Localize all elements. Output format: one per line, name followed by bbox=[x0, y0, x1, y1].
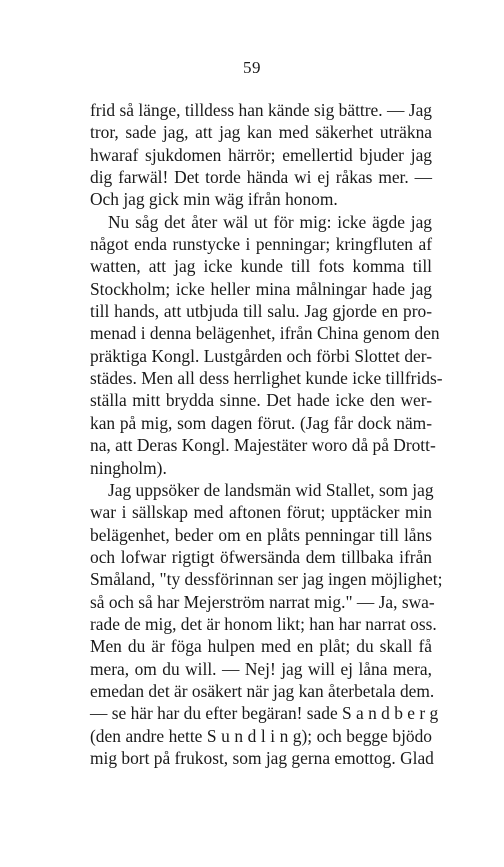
text-line: ställa mitt brydda sinne. Det hade icke den wer- bbox=[90, 390, 432, 411]
paragraph-2 bbox=[90, 211, 443, 479]
text-line: ningholm). bbox=[90, 457, 167, 478]
text-line: hwaraf sjukdomen härrör; emellertid bjuder jag bbox=[90, 144, 432, 165]
text-line: Men du är föga hulpen med en plåt; du skall få bbox=[90, 636, 432, 657]
text-line: dig farwäl! Det torde hända wi ej råkas mer. — bbox=[90, 167, 432, 188]
text-line: Småland, "ty dessförinnan ser jag ingen möjlighet; bbox=[90, 569, 443, 590]
text-line: watten, att jag icke kunde till fots komma till bbox=[90, 256, 432, 277]
text-line: mig bort på frukost, som jag gerna emottog. Glad bbox=[90, 747, 434, 768]
text-line: kan på mig, som dagen förut. (Jag får dock näm- bbox=[90, 412, 432, 433]
text-line: war i sällskap med aftonen förut; upptäcker min bbox=[90, 502, 432, 523]
text-line: rade de mig, det är honom likt; han har narrat oss. bbox=[90, 613, 437, 634]
text-line: Nu såg det åter wäl ut för mig: icke ägde jag bbox=[108, 211, 432, 232]
text-line: tror, sade jag, att jag kan med säkerhet uträkna bbox=[90, 122, 432, 143]
page-number: 59 bbox=[243, 58, 261, 77]
text-line: så och så har Mejerström narrat mig." — Ja, swa- bbox=[90, 591, 435, 612]
text-line: något enda runstycke i penningar; kringfluten af bbox=[90, 234, 432, 255]
text-line: Stockholm; icke heller mina målningar hade jag bbox=[90, 278, 432, 299]
text-line: och lofwar rigtigt öfwersända dem tillbaka ifrån bbox=[90, 546, 432, 567]
text-line: präktiga Kongl. Lustgården och förbi Slottet der- bbox=[90, 345, 432, 366]
text-line: (den andre hette S u n d l i n g); och begge bjödo bbox=[90, 725, 432, 746]
paragraph-1 bbox=[90, 99, 432, 211]
text-line: belägenhet, beder om en plåts penningar till låns bbox=[90, 524, 432, 545]
text-line: menad i denna belägenhet, ifrån China genom den bbox=[90, 323, 440, 344]
text-line: emedan det är osäkert när jag kan återbetala dem. bbox=[90, 680, 435, 701]
text-line: till hands, att utbjuda till salu. Jag gjorde en pro- bbox=[90, 301, 432, 322]
text-line: na, att Deras Kongl. Majestäter woro då på Drott- bbox=[90, 435, 436, 456]
text-line: frid så länge, tilldess han kände sig bättre. — Jag bbox=[90, 100, 432, 120]
paragraph-3 bbox=[90, 479, 443, 769]
text-line: — se här har du efter begäran! sade S a n d b e r g bbox=[90, 703, 439, 724]
text-line: Och jag gick min wäg ifrån honom. bbox=[90, 189, 338, 210]
text-line: Jag uppsöker de landsmän wid Stallet, som jag bbox=[108, 479, 434, 500]
text-line: mera, om du will. — Nej! jag will ej låna mera, bbox=[90, 658, 432, 679]
body-text bbox=[90, 99, 443, 769]
text-line: städes. Men all dess herrlighet kunde icke tillfrids- bbox=[90, 368, 443, 389]
